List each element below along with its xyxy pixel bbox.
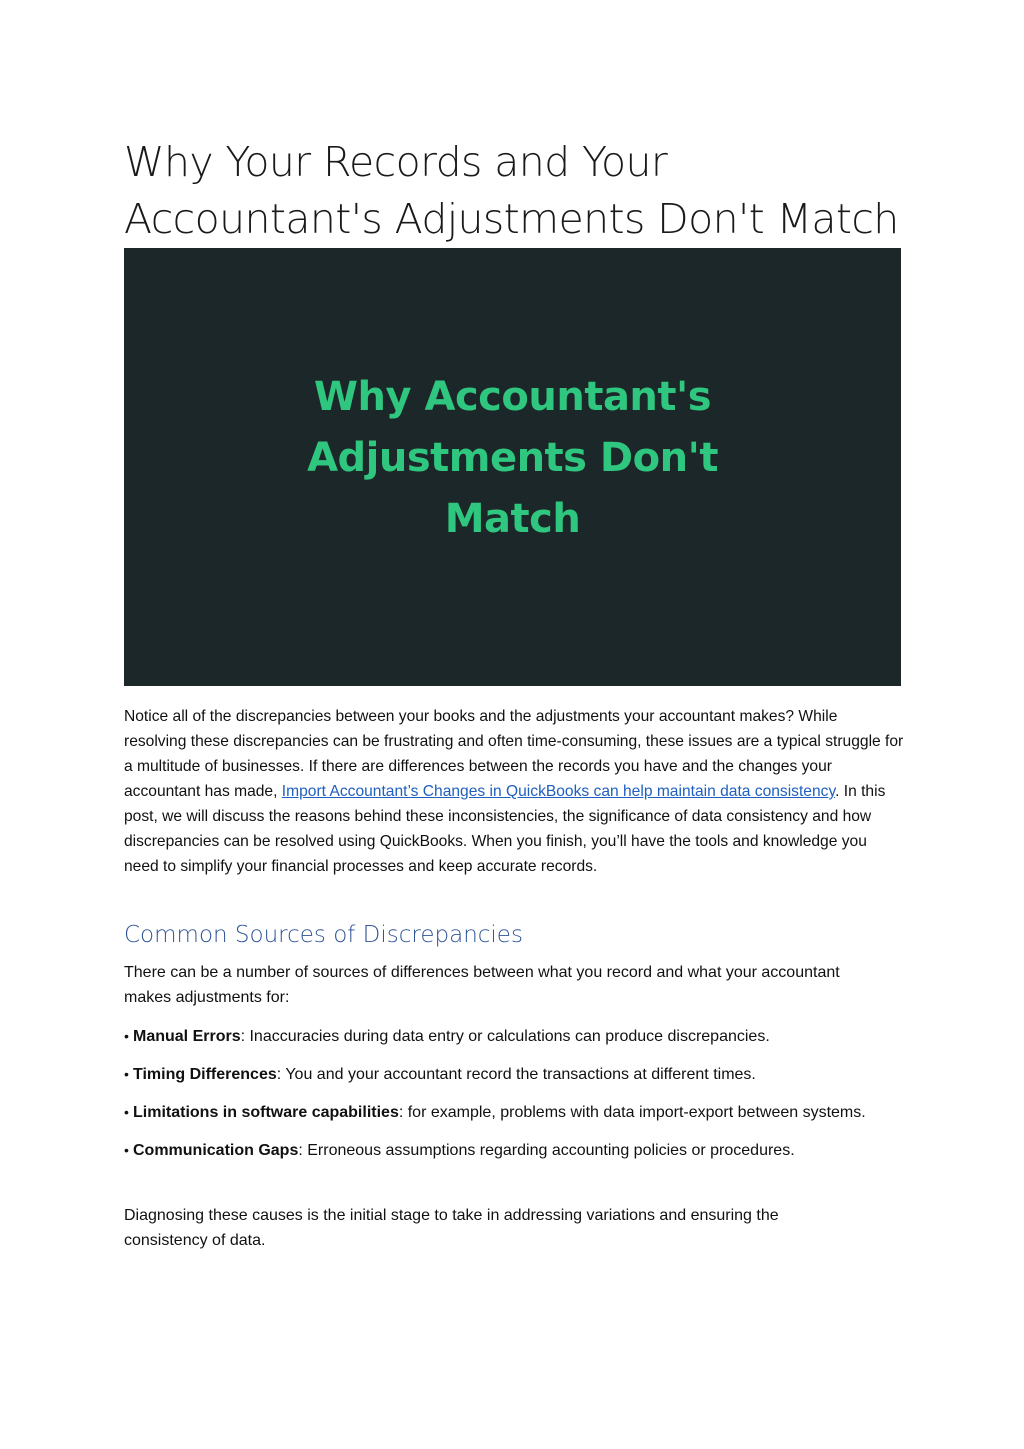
intro-paragraph: [124, 704, 904, 879]
bullet-icon: •: [124, 1142, 129, 1158]
section-intro-paragraph: There can be a number of sources of differences between what you record and what your accountant makes adjustments for:: [124, 964, 840, 1006]
list-item-term: Communication Gaps: [133, 1142, 299, 1159]
list-item-term: Limitations in software capabilities: [133, 1104, 399, 1121]
list-item-term: Manual Errors: [133, 1028, 241, 1045]
list-item-manual-errors: [124, 1024, 884, 1049]
bullet-icon: •: [124, 1066, 129, 1082]
closing-paragraph: Diagnosing these causes is the initial stage to take in addressing variations and ensuring the consistency of data.: [124, 1207, 779, 1249]
list-item-timing-differences: [124, 1062, 884, 1087]
intro-text-part2: . In this post, we will discuss the reasons behind these inconsistencies, the significance of data consistency and how discrepancies can be resolved using QuickBooks. When you finish, you’ll have the tools and knowledge you need to simplify your financial processes and keep accurate records.: [124, 783, 886, 875]
import-changes-link[interactable]: Import Accountant’s Changes in QuickBooks can help maintain data consistency: [281, 783, 836, 800]
section-heading: Common Sources of Discrepancies: [124, 922, 523, 948]
intro-text-part1: Notice all of the discrepancies between your books and the adjustments your accountant makes? While resolving these discrepancies can be frustrating and often time-consuming, these issues are a typical struggle for a multitude of businesses. If there are differences between the records you have and the changes your accountant has made,: [124, 708, 904, 800]
discrepancy-sources-list: [124, 1024, 884, 1176]
list-item-description: : for example, problems with data import-export between systems.: [398, 1104, 866, 1121]
hero-image: [124, 248, 901, 686]
bullet-icon: •: [124, 1104, 129, 1120]
list-item-communication-gaps: [124, 1138, 884, 1163]
list-item-description: : You and your accountant record the transactions at different times.: [276, 1066, 756, 1083]
hero-image-text: Why Accountant's Adjustments Don't Match: [307, 373, 718, 542]
list-item-term: Timing Differences: [133, 1066, 277, 1083]
list-item-description: : Erroneous assumptions regarding accounting policies or procedures.: [298, 1142, 795, 1159]
list-item-description: : Inaccuracies during data entry or calculations can produce discrepancies.: [240, 1028, 770, 1045]
bullet-icon: •: [124, 1028, 129, 1044]
list-item-software-limitations: [124, 1100, 884, 1125]
document-title: Why Your Records and Your Accountant's Adjustments Don't Match: [124, 138, 899, 243]
